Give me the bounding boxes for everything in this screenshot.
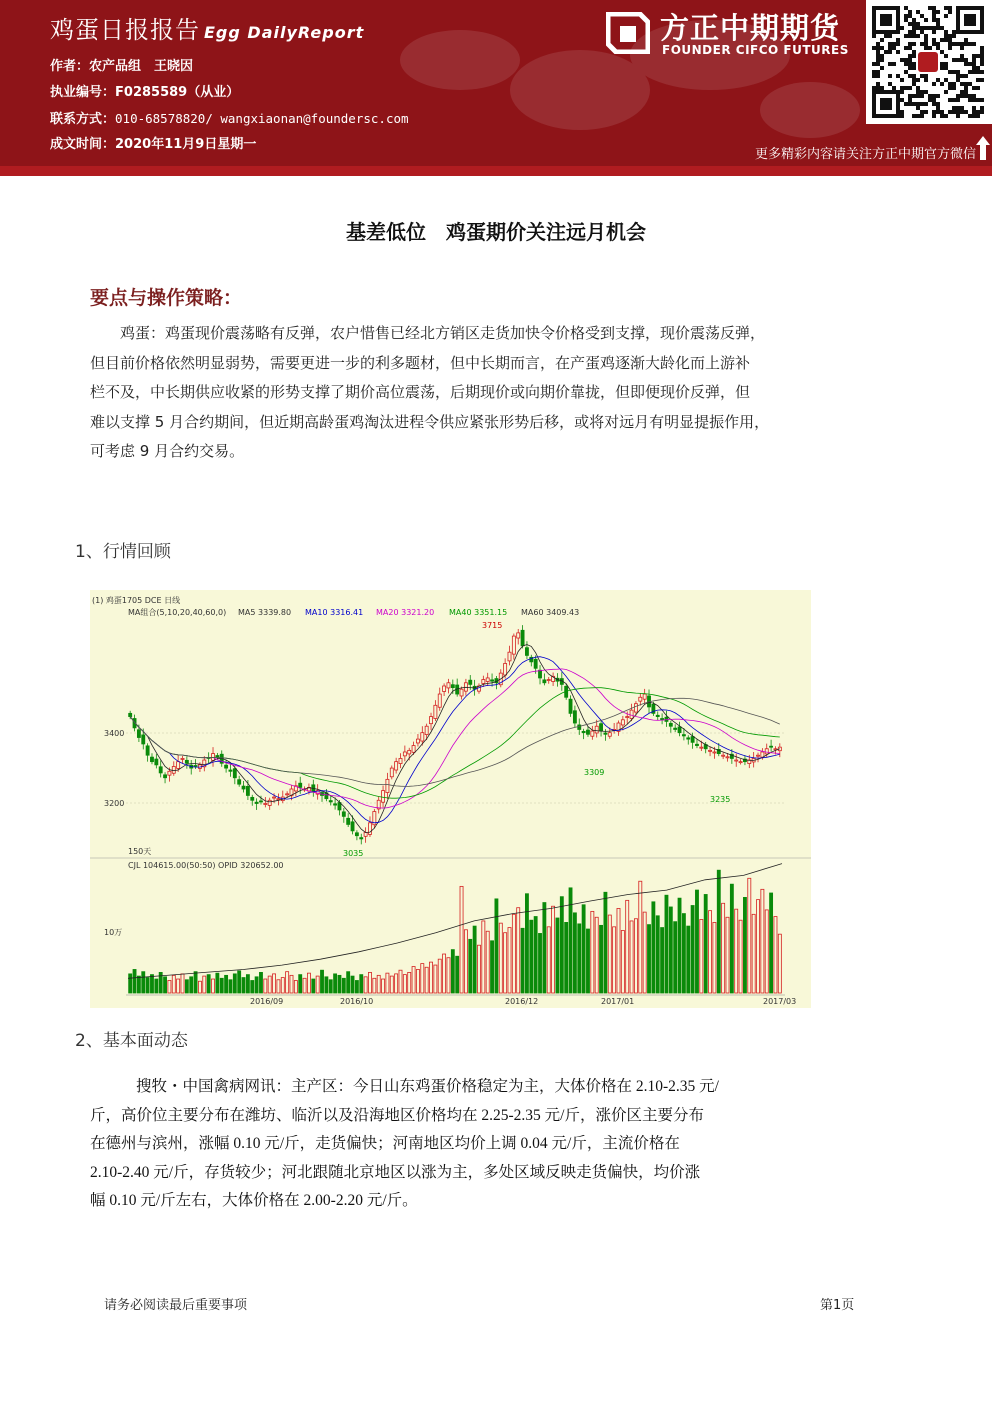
candle-body (543, 680, 546, 683)
volume-bar (155, 979, 158, 993)
volume-bar (451, 950, 454, 993)
volume-bar (355, 981, 358, 994)
candle-body (251, 797, 254, 800)
strategy-line: 可考虑 9 月合约交易。 (90, 442, 245, 460)
candle-body (678, 727, 681, 733)
candle-body (403, 752, 406, 756)
x-tick-label: 2017/03 (763, 997, 797, 1006)
candle-body (643, 694, 646, 699)
volume-bar (190, 977, 193, 993)
volume-bar (604, 892, 607, 993)
news-line: 搜牧・中国禽病网讯：主产区：今日山东鸡蛋价格稳定为主，大体价格在 2.10-2.35 元/ (136, 1078, 719, 1095)
candle-body (368, 823, 371, 835)
candle-body (726, 757, 729, 758)
candle-body (142, 735, 145, 744)
volume-bar (560, 897, 563, 993)
volume-bar (491, 941, 494, 993)
date-line (50, 133, 256, 152)
candle-body (168, 771, 171, 775)
candle-body (211, 754, 214, 761)
candle-body (521, 630, 524, 645)
ma-legend-ma5: MA5 3339.80 (238, 608, 292, 617)
candle-body (709, 750, 712, 751)
candle-body (460, 689, 463, 696)
candle-body (547, 680, 550, 681)
company-name-en: FOUNDER CIFCO FUTURES (662, 43, 849, 57)
candle-body (355, 833, 358, 836)
news-line: 2.10-2.40 元/斤，存货较少；河北跟随北京地区以涨为主，多处区域反映走货偏快，均价涨 (90, 1163, 701, 1181)
volume-bar (220, 978, 223, 993)
candle-body (482, 680, 485, 684)
candle-body (735, 760, 738, 761)
x-tick-label: 2016/10 (340, 997, 374, 1006)
candle-body (682, 735, 685, 736)
volume-bar (312, 979, 315, 993)
volume-bar (665, 895, 668, 993)
strategy-line: 难以支撑 5 月合约期间，但近期高龄蛋鸡淘汰进程令供应紧张形势后移，或将对远月有明显提振作用， (90, 412, 770, 431)
volume-bar (600, 925, 603, 993)
date-label: 成文时间： (50, 137, 116, 152)
volume-bar (691, 906, 694, 994)
candle-body (634, 704, 637, 712)
volume-bar (656, 916, 659, 993)
company-name-cn: 方正中期期货 (660, 11, 841, 45)
candle-body (591, 731, 594, 736)
volume-bar (473, 926, 476, 993)
candle-body (656, 715, 659, 716)
volume-bar (146, 978, 149, 993)
date-value: 2020年11月9日星期一 (115, 137, 257, 152)
strategy-heading: 要点与操作策略： (90, 287, 243, 309)
candle-body (364, 832, 367, 836)
report-title-en: Egg DailyReport (204, 23, 365, 42)
candle-body (447, 683, 450, 688)
volume-bar (770, 893, 773, 993)
author-label: 作者： (50, 59, 90, 74)
up-arrow-icon (976, 136, 990, 160)
volume-tick-10w: 10万 (104, 928, 123, 937)
candle-body (491, 680, 494, 681)
report-header (0, 0, 992, 166)
volume-bar (530, 920, 533, 993)
volume-bar (582, 905, 585, 993)
volume-bar (137, 976, 140, 993)
candle-body (669, 723, 672, 726)
volume-bar (351, 976, 354, 993)
candle-body (216, 756, 219, 757)
candle-body (259, 801, 262, 802)
license-value: F0285589（从业） (115, 85, 240, 100)
volume-bar (717, 870, 720, 993)
volume-bar (360, 975, 363, 993)
annotation-high: 3715 (482, 621, 503, 630)
candle-body (469, 680, 472, 684)
volume-bar (238, 971, 241, 993)
strategy-line: 鸡蛋：鸡蛋现价震荡略有反弹，农户惜售已经北方销区走货加快令价格受到支撑，现价震荡反弹， (120, 324, 766, 342)
candle-body (129, 713, 132, 716)
volume-bar (207, 975, 210, 993)
candle-body (582, 731, 585, 732)
candle-body (159, 767, 162, 773)
volume-bar (194, 972, 197, 993)
volume-bar (255, 977, 258, 993)
candle-body (194, 766, 197, 767)
volume-bar (185, 980, 188, 993)
candle-body (342, 812, 345, 817)
candle-body (508, 652, 511, 661)
candle-body (586, 730, 589, 734)
candle-body (691, 737, 694, 743)
license-line (50, 81, 239, 100)
candle-body (700, 747, 703, 748)
news-line: 在德州与滨州，涨幅 0.10 元/斤，走货偏快；河南地区均价上调 0.04 元/斤，主流价格在 (90, 1135, 680, 1152)
volume-bar (669, 907, 672, 993)
strategy-line: 栏不及，中长期供应收紧的形势支撑了期价高位震荡，后期现价或向期价靠拢，但即便现价反弹，但 (90, 383, 751, 401)
candle-body (517, 633, 520, 638)
page-number: 第1页 (820, 1298, 855, 1313)
volume-bar (521, 928, 524, 993)
volume-bar (586, 929, 589, 993)
candle-body (451, 685, 454, 688)
volume-bar (704, 894, 707, 993)
candle-body (674, 728, 677, 729)
candle-body (238, 780, 241, 785)
candle-body (626, 717, 629, 718)
volume-bar (573, 913, 576, 993)
follow-wechat-text: 更多精彩内容请关注方正中期官方微信 (754, 147, 976, 162)
volume-bar (334, 974, 337, 993)
volume-bar (242, 978, 245, 993)
candle-body (299, 783, 302, 787)
volume-bar (543, 903, 546, 993)
volume-bar (347, 972, 350, 993)
volume-bar (538, 933, 541, 993)
x-tick-label: 2016/09 (250, 997, 284, 1006)
x-tick-label: 2017/01 (601, 997, 635, 1006)
candle-body (164, 775, 167, 778)
volume-bar (320, 970, 323, 993)
candle-body (177, 762, 180, 769)
volume-bar (251, 981, 254, 994)
volume-bar (652, 902, 655, 993)
price-tick-3400: 3400 (104, 729, 125, 738)
volume-bar (678, 898, 681, 993)
price-tick-3200: 3200 (104, 799, 125, 808)
volume-bar (525, 894, 528, 993)
contact-label: 联系方式： (50, 112, 116, 127)
news-paragraph (90, 1073, 906, 1216)
candle-body (242, 786, 245, 789)
volume-bar (233, 974, 236, 993)
candle-body (264, 803, 267, 804)
volume-bar (556, 918, 559, 993)
footer-notice: 请务必阅读最后重要事项 (104, 1298, 248, 1313)
volume-bar (743, 897, 746, 993)
candle-body (233, 769, 236, 778)
volume-bar (338, 975, 341, 993)
candle-body (504, 663, 507, 675)
candle-body (512, 636, 515, 654)
candle-body (630, 710, 633, 718)
report-title-cn: 鸡蛋日报报告 (50, 16, 200, 44)
author-line (50, 55, 193, 74)
candle-body (382, 791, 385, 803)
volume-bar (299, 975, 302, 993)
candle-body (538, 670, 541, 678)
volume-bar (259, 972, 262, 993)
qr-code-image (872, 6, 986, 118)
candle-body (395, 762, 398, 770)
volume-bar (565, 922, 568, 993)
volume-bar (216, 973, 219, 993)
candle-body (150, 757, 153, 762)
candle-body (434, 705, 437, 718)
annotation-3309: 3309 (584, 768, 605, 777)
candle-body (639, 697, 642, 701)
candle-body (329, 801, 332, 802)
volume-bar (695, 890, 698, 993)
volume-bar (456, 956, 459, 993)
candle-body (621, 720, 624, 725)
candle-body (246, 786, 249, 795)
volume-bar (225, 975, 228, 993)
candle-body (739, 762, 742, 763)
candle-body (569, 699, 572, 713)
section-fundamentals-heading: 2、基本面动态 (75, 1031, 188, 1051)
candle-body (425, 726, 428, 734)
candle-body (770, 746, 773, 747)
candle-body (525, 648, 528, 656)
volume-bar (129, 974, 132, 993)
volume-legend: CJL 104615.00(50:50) OPID 320652.00 (128, 861, 284, 870)
volume-bar (150, 975, 153, 993)
candle-body (399, 758, 402, 763)
news-line: 斤，高价位主要分布在潍坊、临沂以及沿海地区价格均在 2.25-2.35 元/斤，涨价区主要分布 (90, 1106, 704, 1124)
volume-bar (325, 977, 328, 993)
candle-body (137, 730, 140, 738)
candle-body (713, 752, 716, 753)
candle-body (286, 794, 289, 795)
author-value: 农产品组 王晓因 (89, 59, 194, 74)
founder-logo-icon (606, 12, 650, 54)
candle-body (429, 717, 432, 724)
page-title: 基差低位 鸡蛋期价关注远月机会 (346, 220, 646, 244)
wechat-qr-code[interactable] (866, 0, 992, 124)
volume-bar (682, 914, 685, 993)
volume-bar (342, 978, 345, 993)
strategy-paragraph (90, 319, 902, 467)
section-market-review-heading: 1、行情回顾 (75, 542, 171, 562)
candle-body (229, 770, 232, 771)
ma-legend-ma40: MA40 3351.15 (449, 608, 508, 617)
strategy-line: 但目前价格依然明显弱势，需要更进一步的利多题材，但中长期而言，在产蛋鸡逐渐大龄化而上游补 (90, 353, 751, 372)
candle-body (573, 711, 576, 723)
chart-title: (1) 鸡蛋1705 DCE 日线 (92, 596, 181, 605)
candle-body (687, 738, 690, 739)
candle-body (390, 768, 393, 777)
candle-body (756, 755, 759, 756)
candle-body (268, 800, 271, 805)
volume-bar (495, 899, 498, 993)
candle-body (486, 678, 489, 682)
candle-body (172, 766, 175, 773)
volume-bar (647, 925, 650, 993)
ma-legend-ma20: MA20 3321.20 (376, 608, 435, 617)
volume-bar (164, 977, 167, 993)
volume-bar (569, 888, 572, 993)
candle-body (412, 746, 415, 753)
news-line: 幅 0.10 元/斤左右，大体价格在 2.00-2.20 元/斤。 (90, 1192, 418, 1209)
candle-body (360, 838, 363, 839)
candle-body (438, 694, 441, 707)
candle-body (416, 739, 419, 743)
ma-legend-ma60: MA60 3409.43 (521, 608, 580, 617)
candle-body (334, 804, 337, 805)
volume-bar (329, 980, 332, 993)
candle-body (608, 733, 611, 737)
candle-body (595, 726, 598, 733)
contact-value[interactable]: 010-68578820/ wangxiaonan@foundersc.com (115, 111, 409, 126)
license-label: 执业编号： (50, 85, 116, 100)
candle-body (146, 746, 149, 755)
candle-body (351, 822, 354, 831)
annotation-low: 3035 (343, 849, 364, 858)
candle-body (155, 759, 158, 765)
candle-body (273, 797, 276, 798)
volume-bar (142, 972, 145, 993)
candle-body (255, 802, 258, 803)
volume-bar (534, 917, 537, 993)
volume-bar (578, 924, 581, 993)
ma-legend-combo: MA组合(5,10,20,40,60,0) (128, 608, 227, 617)
candle-body (443, 686, 446, 691)
candle-body (181, 758, 184, 759)
candle-body (534, 659, 537, 668)
annotation-3235: 3235 (710, 795, 731, 804)
volume-bar (674, 922, 677, 993)
candle-body (765, 749, 768, 754)
ma-legend-ma10: MA10 3316.41 (305, 608, 364, 617)
x-tick-label: 2016/12 (505, 997, 539, 1006)
candle-body (225, 765, 228, 768)
volume-bar (687, 926, 690, 993)
candle-body (604, 733, 607, 734)
candle-body (347, 818, 350, 824)
volume-bar (246, 975, 249, 993)
candlestick-chart-svg (90, 590, 811, 1008)
candle-body (600, 724, 603, 731)
volume-bar (730, 884, 733, 993)
candle-body (185, 760, 188, 763)
contact-line (50, 108, 409, 127)
candle-body (695, 744, 698, 745)
candle-body (578, 725, 581, 730)
egg-futures-chart (90, 590, 811, 1008)
period-label: 150天 (128, 847, 152, 856)
volume-bar (661, 928, 664, 993)
report-title (50, 10, 364, 45)
volume-bar (229, 980, 232, 993)
candle-body (408, 750, 411, 754)
candle-body (761, 752, 764, 757)
candle-body (722, 755, 725, 756)
candle-body (421, 733, 424, 741)
volume-bar (469, 939, 472, 993)
header-divider-bar (0, 166, 992, 176)
candle-body (386, 779, 389, 792)
candle-body (277, 799, 280, 800)
volume-bar (133, 969, 136, 993)
